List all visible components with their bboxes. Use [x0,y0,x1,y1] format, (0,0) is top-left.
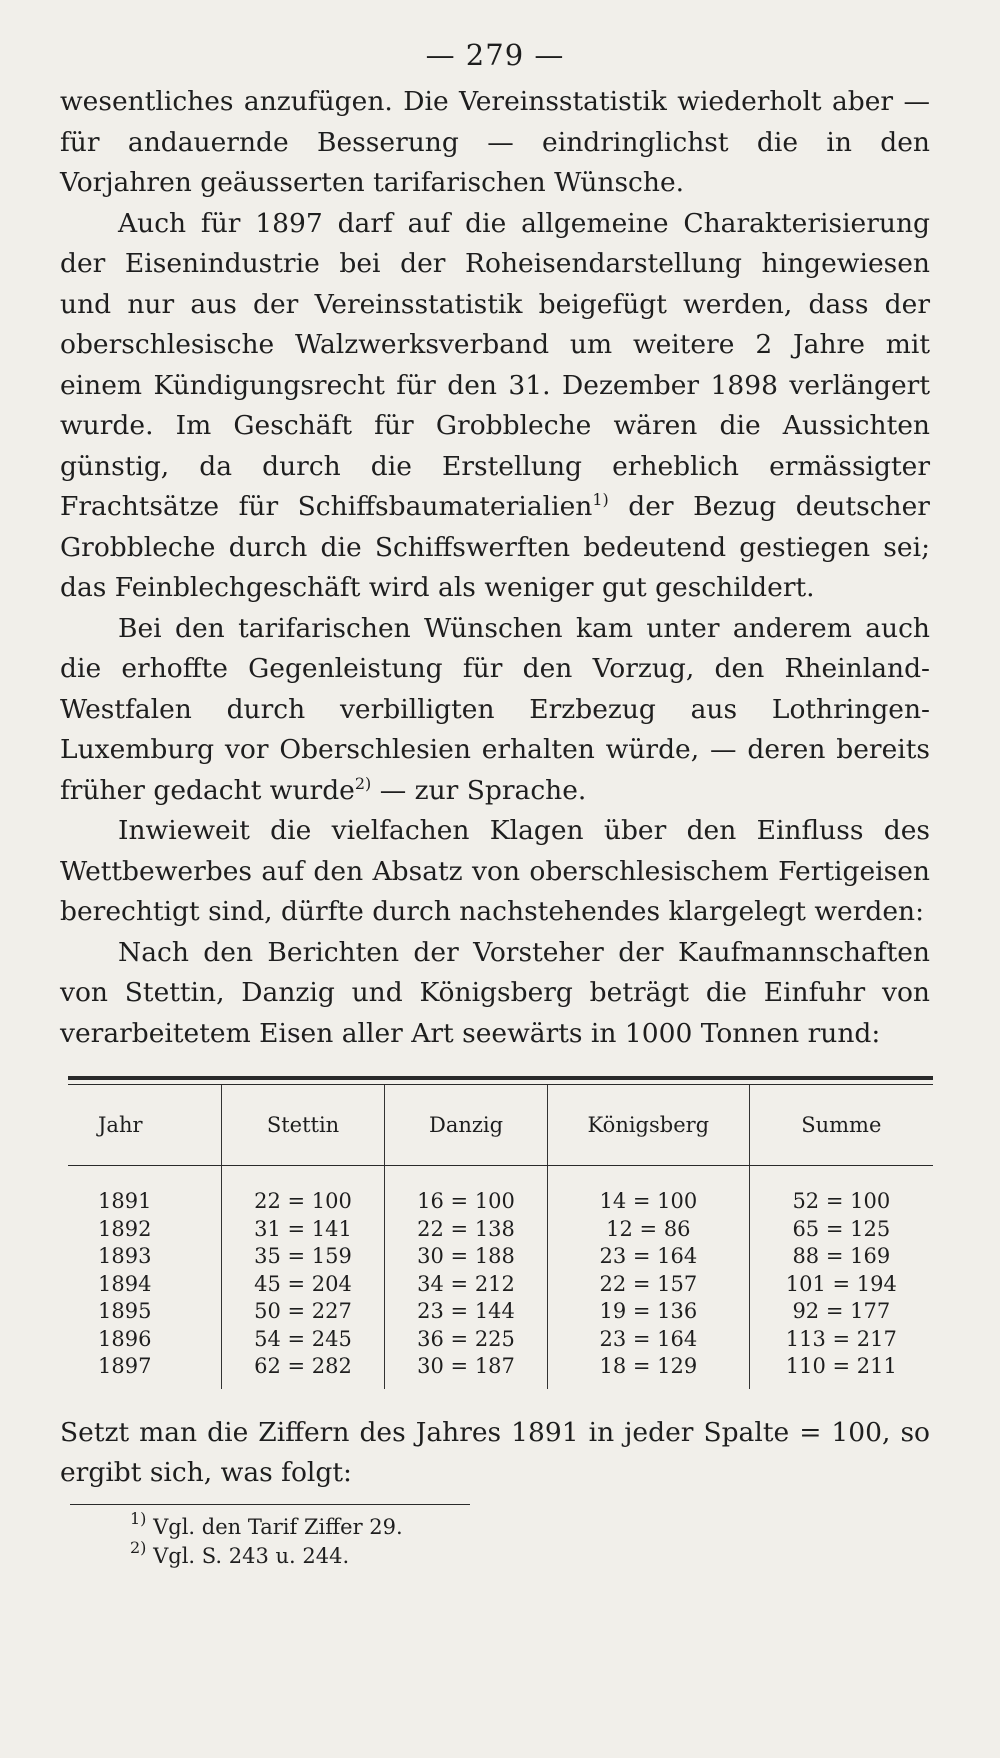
table-cell: 52 = 100 [792,1189,891,1213]
table-header-row [68,1085,933,1166]
table-cell: 1896 [98,1326,152,1351]
table-cell: 22 = 157 [599,1271,698,1296]
table-cell: 113 = 217 [785,1326,897,1351]
footnote-rule [70,1504,470,1505]
table-cell: 19 = 136 [599,1299,698,1323]
paragraph-5: Nach den Berichten der Vorsteher der Kaufmannschaften von Stettin, Danzig und Königsberg beträgt die Einfuhr von verarbeitetem Eisen aller Art seewärts in 1000 Tonnen rund: [60,936,930,1049]
table-cell: 23 = 164 [599,1244,698,1268]
col-summe-values [749,1166,933,1389]
table-cell: 45 = 204 [254,1271,352,1296]
table-cell: 1895 [98,1299,152,1323]
table-top-rule [68,1076,933,1085]
header-danzig: Danzig [385,1085,548,1166]
footnotes [130,1508,930,1571]
table-cell: 30 = 187 [417,1354,515,1378]
body-text [60,82,930,1054]
table-cell: 65 = 125 [792,1216,891,1241]
table-cell: 1892 [98,1216,152,1241]
table-cell: 110 = 211 [785,1354,897,1378]
col-koenigsberg-values [548,1166,750,1389]
after-table-text: Setzt man die Ziffern des Jahres 1891 in jeder Spalte = 100, so ergibt sich, was folgt: [60,1416,930,1488]
table-cell: 1894 [98,1271,152,1296]
table-cell: 92 = 177 [792,1299,891,1323]
paragraph-2: Auch für 1897 darf auf die allgemeine Charakterisierung der Eisenindustrie bei der Roheisendarstellung hingewiesen und nur aus der Vereinsstatistik beigefügt werden, dass der oberschlesische Walzwerksverband um weitere 2 Jahre mit einem Kündigungsrecht für den 31. Dezember 1898 verlängert wurde. Im Geschäft für Grobbleche wären die Aussichten günstig, da durch die Erstellung erheblich ermässigter Frachtsätze für Schiffsbaumaterialien$^{1)}$ der Bezug deutscher Grobbleche durch die Schiffswerften bedeutend gestiegen sei; das Feinblechgeschäft wird als weniger gut geschildert. [60,207,930,603]
table-cell: 54 = 245 [254,1326,352,1351]
paragraph-3: Bei den tarifarischen Wünschen kam unter anderem auch die erhoffte Gegenleistung für den Vorzug, den Rheinland-Westfalen durch verbilligten Erzbezug aus Lothringen-Luxemburg vor Oberschlesien erhalten würde, — deren bereits früher gedacht wurde$^{2)}$ — zur Sprache. [60,612,930,806]
footnote-ref-1[interactable]: 1) [592,490,609,509]
page [60,38,930,1571]
table-cell: 1891 [98,1189,152,1213]
table-cell: 30 = 188 [417,1244,515,1268]
table-cell: 1893 [98,1244,152,1268]
table-cell: 22 = 100 [254,1189,352,1213]
table-cell: 31 = 141 [254,1216,352,1241]
table-cell: 16 = 100 [417,1189,515,1213]
table-cell: 101 = 194 [785,1271,897,1296]
table-cell: 18 = 129 [599,1354,698,1378]
header-jahr: Jahr [68,1085,222,1166]
footnote-ref-2[interactable]: 2) [354,773,372,793]
table-cell: 34 = 212 [417,1271,515,1296]
footnote-2: $^{2)}$ Vgl. S. 243 u. 244. [130,1537,350,1568]
header-summe: Summe [749,1085,933,1166]
table-cell: 36 = 225 [417,1326,515,1351]
col-jahr-values [68,1166,222,1389]
table-body-row [68,1166,933,1389]
table-cell: 12 = 86 [606,1216,691,1241]
page-number: — 279 — [425,38,565,72]
table-cell: 50 = 227 [254,1299,352,1323]
import-table [68,1076,933,1389]
table-cell: 22 = 138 [417,1216,515,1241]
table-cell: 88 = 169 [792,1244,891,1268]
table-cell: 14 = 100 [599,1189,698,1213]
table-cell: 1897 [98,1354,152,1378]
header-koenigsberg: Königsberg [548,1085,750,1166]
data-table [68,1085,933,1389]
table-cell: 62 = 282 [254,1354,352,1378]
header-stettin: Stettin [222,1085,385,1166]
footnote-1: $^{1)}$ Vgl. den Tarif Ziffer 29. [130,1508,403,1539]
table-cell: 35 = 159 [254,1244,352,1268]
paragraph-4: Inwieweit die vielfachen Klagen über den Einfluss des Wettbewerbes auf den Absatz von oberschlesischem Fertigeisen berechtigt sind, dürfte durch nachstehendes klargelegt werden: [60,815,930,927]
table-cell: 23 = 164 [599,1326,698,1351]
col-stettin-values [222,1166,385,1389]
paragraph-1: wesentliches anzufügen. Die Vereinsstatistik wiederholt aber — für andauernde Besserung — eindringlichst die in den Vorjahren geäusserten tarifarischen Wünsche. [60,86,930,198]
col-danzig-values [385,1166,548,1389]
table-cell: 23 = 144 [417,1299,515,1323]
